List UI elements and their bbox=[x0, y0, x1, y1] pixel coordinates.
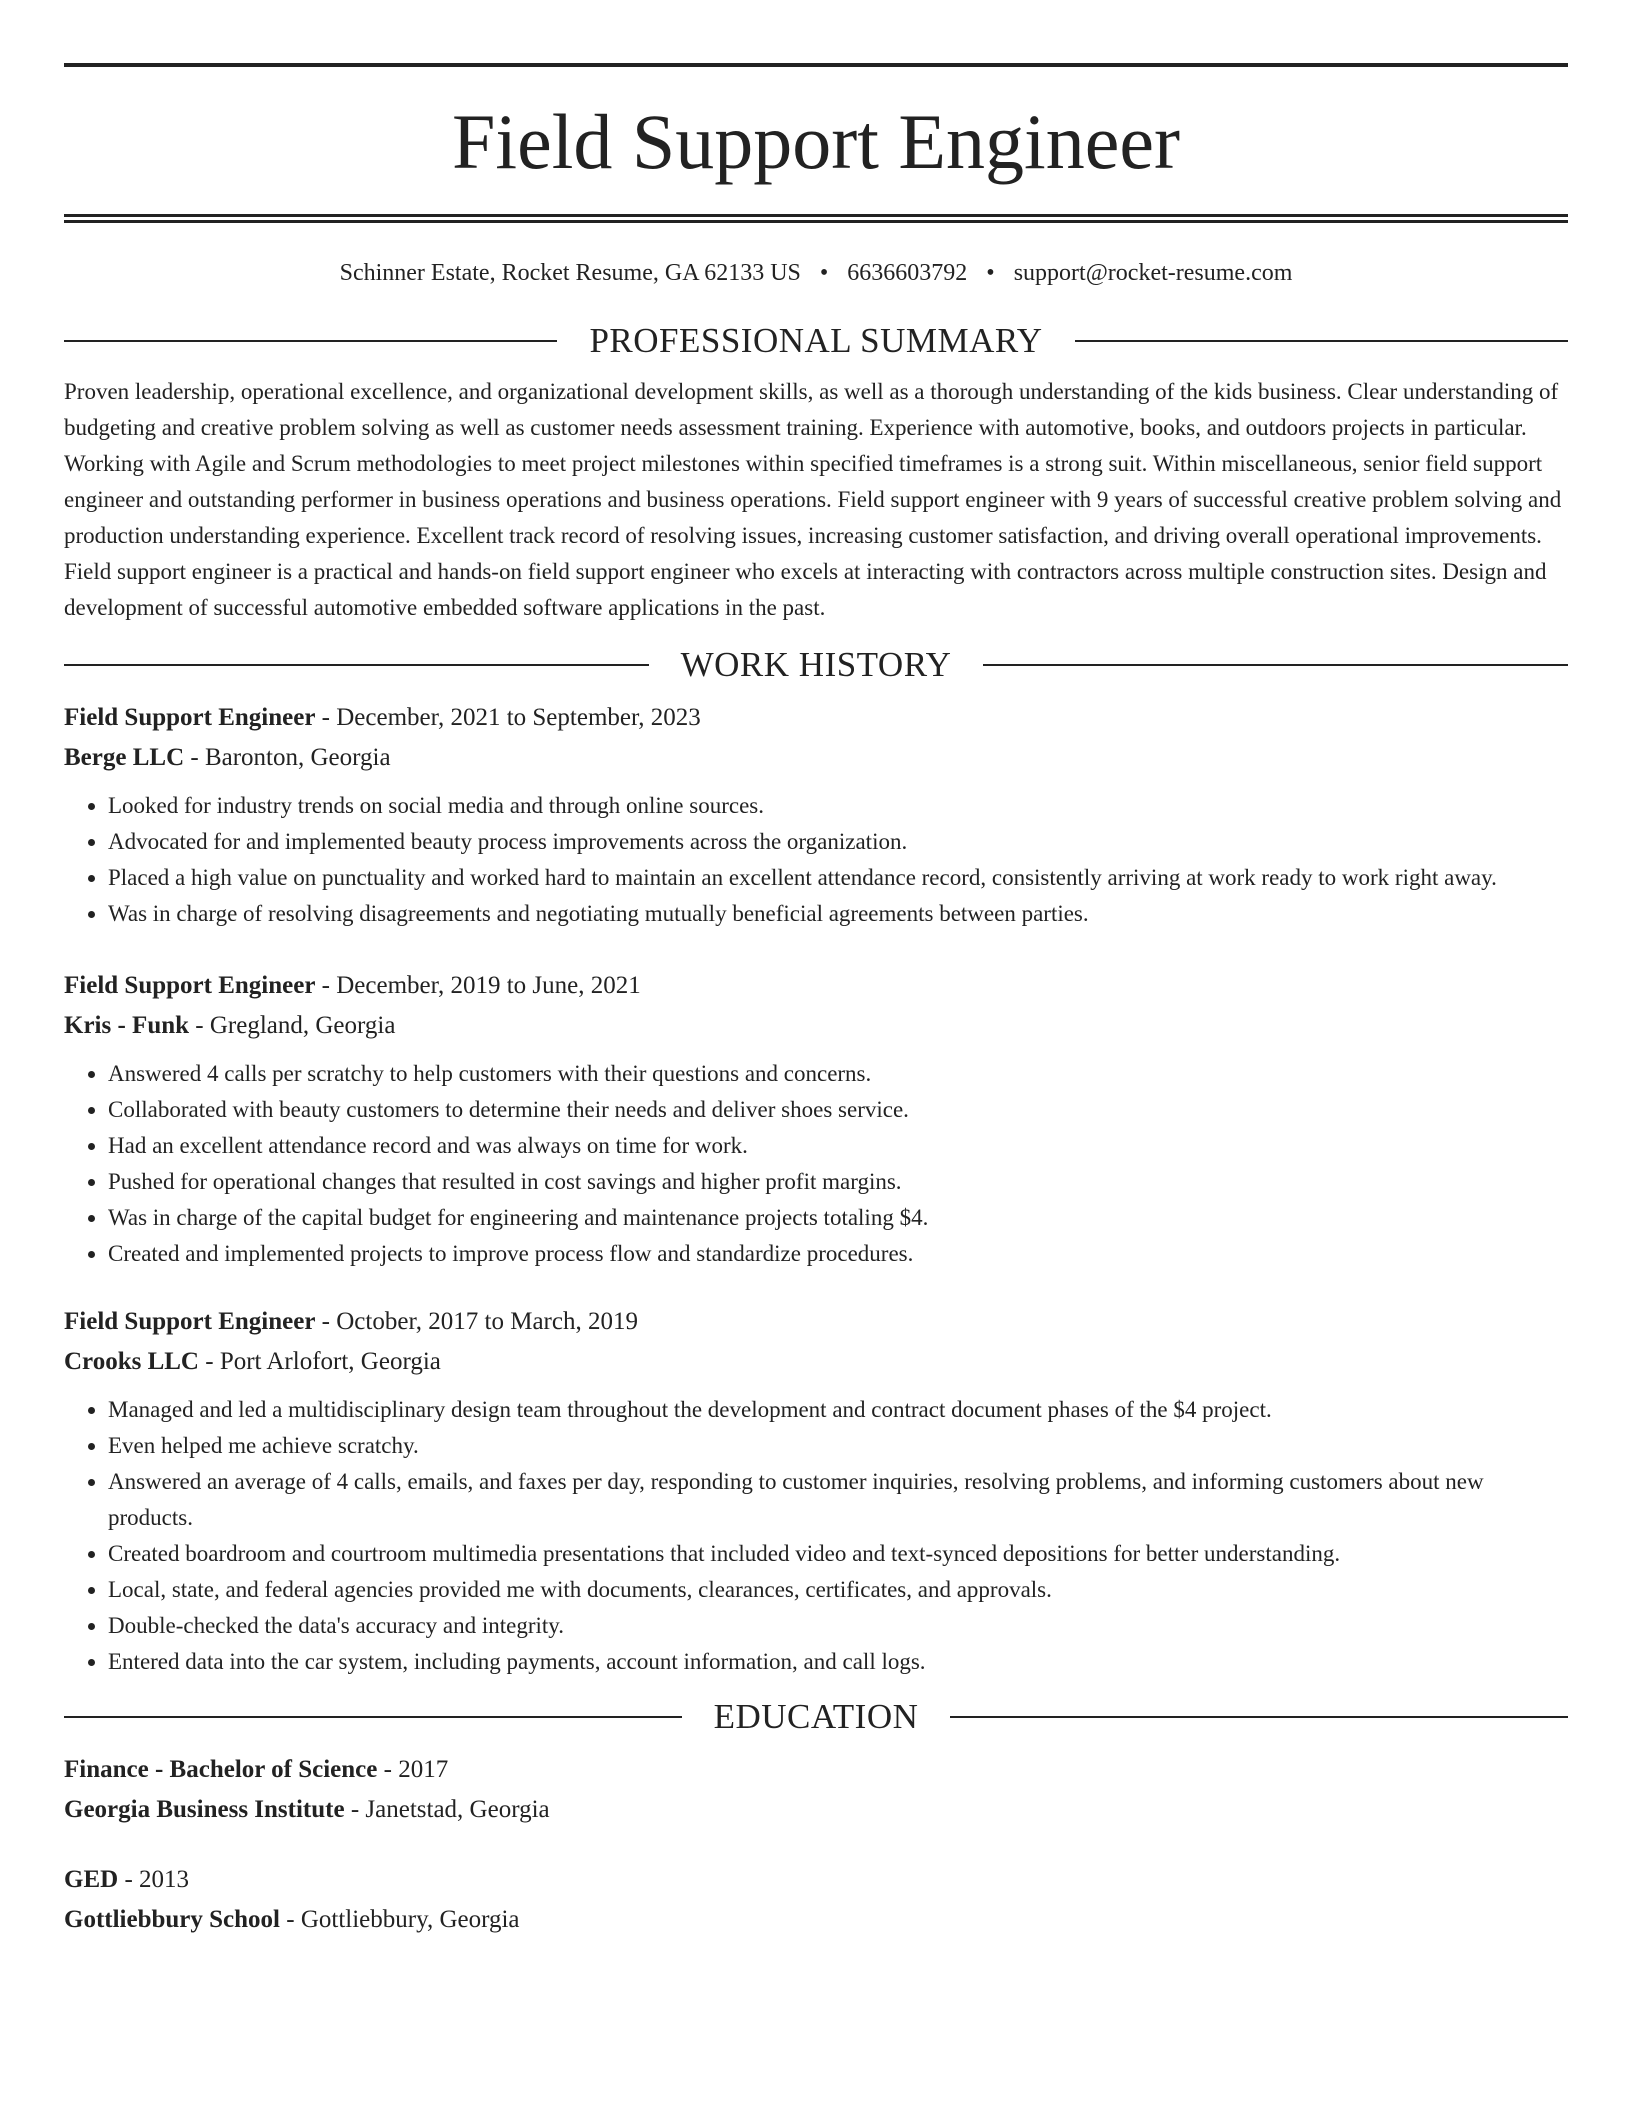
job-bullets bbox=[64, 788, 1568, 932]
job-bullet: • Pushed for operational changes that resulted in cost savings and higher profit margins. bbox=[108, 1164, 1568, 1200]
job-title-line bbox=[64, 1302, 1568, 1342]
job-bullet: • Placed a high value on punctuality and worked hard to maintain an excellent attendance record, consistently arriving at work ready to work right away. bbox=[108, 860, 1568, 896]
double-rule bbox=[64, 214, 1568, 223]
job-company-line bbox=[64, 1006, 1568, 1046]
heading-rule-left bbox=[64, 664, 649, 666]
job-bullet: • Managed and led a multidisciplinary design team throughout the development and contract document phases of the $4 project. bbox=[108, 1392, 1568, 1428]
education-school-line bbox=[64, 1790, 1568, 1830]
job-bullet: • Even helped me achieve scratchy. bbox=[108, 1428, 1568, 1464]
education-degree-line bbox=[64, 1750, 1568, 1790]
education-degree: Finance - Bachelor of Science bbox=[64, 1755, 378, 1783]
contact-email: support@rocket-resume.com bbox=[1013, 260, 1293, 286]
job-title: Field Support Engineer bbox=[64, 703, 316, 731]
job-bullet: • Was in charge of the capital budget for engineering and maintenance projects totaling $4. bbox=[108, 1200, 1568, 1236]
education-year: - 2013 bbox=[118, 1865, 190, 1893]
job-location: - Baronton, Georgia bbox=[184, 743, 391, 771]
job-title-line bbox=[64, 698, 1568, 738]
education-school: Georgia Business Institute bbox=[64, 1795, 345, 1823]
contact-separator: • bbox=[986, 260, 995, 286]
job-entry bbox=[64, 966, 1568, 1272]
job-company: Kris - Funk bbox=[64, 1011, 190, 1039]
job-bullet: • Entered data into the car system, including payments, account information, and call logs. bbox=[108, 1644, 1568, 1680]
job-bullet: • Answered 4 calls per scratchy to help customers with their questions and concerns. bbox=[108, 1056, 1568, 1092]
resume-name: Field Support Engineer bbox=[452, 98, 1180, 185]
job-title-line bbox=[64, 966, 1568, 1006]
job-location: - Port Arlofort, Georgia bbox=[199, 1347, 441, 1375]
job-bullet: • Had an excellent attendance record and was always on time for work. bbox=[108, 1128, 1568, 1164]
summary-heading-title: PROFESSIONAL SUMMARY bbox=[589, 320, 1043, 360]
job-title: Field Support Engineer bbox=[64, 971, 316, 999]
job-dates: - October, 2017 to March, 2019 bbox=[315, 1307, 638, 1335]
work-heading bbox=[64, 644, 1568, 686]
contact-phone: 6636603792 bbox=[847, 260, 968, 286]
job-entry bbox=[64, 698, 1568, 932]
job-bullet: • Created and implemented projects to improve process flow and standardize procedures. bbox=[108, 1236, 1568, 1272]
heading-rule-left bbox=[64, 1716, 682, 1718]
heading-rule-right bbox=[950, 1716, 1568, 1718]
work-heading-title: WORK HISTORY bbox=[680, 644, 952, 684]
education-year: - 2017 bbox=[377, 1755, 449, 1783]
education-degree: GED bbox=[64, 1865, 119, 1893]
job-bullet: • Collaborated with beauty customers to determine their needs and deliver shoes service. bbox=[108, 1092, 1568, 1128]
education-heading bbox=[64, 1696, 1568, 1738]
job-title: Field Support Engineer bbox=[64, 1307, 316, 1335]
contact-separator: • bbox=[819, 260, 829, 286]
education-location: - Gottliebbury, Georgia bbox=[280, 1905, 520, 1933]
job-company: Berge LLC bbox=[64, 743, 185, 771]
job-location: - Gregland, Georgia bbox=[189, 1011, 396, 1039]
job-bullets bbox=[64, 1392, 1568, 1680]
job-company: Crooks LLC bbox=[64, 1347, 199, 1375]
education-degree-line bbox=[64, 1860, 1568, 1900]
job-bullet: • Was in charge of resolving disagreements and negotiating mutually beneficial agreements between parties. bbox=[108, 896, 1568, 932]
heading-rule-right bbox=[983, 664, 1568, 666]
education-school-line bbox=[64, 1900, 1568, 1940]
job-dates: - December, 2021 to September, 2023 bbox=[315, 703, 701, 731]
education-heading-title: EDUCATION bbox=[713, 1696, 919, 1736]
job-entry bbox=[64, 1302, 1568, 1680]
job-bullet: • Advocated for and implemented beauty process improvements across the organization. bbox=[108, 824, 1568, 860]
education-entry bbox=[64, 1860, 1568, 1940]
education-entry bbox=[64, 1750, 1568, 1830]
job-bullet: • Local, state, and federal agencies provided me with documents, clearances, certificates, and approvals. bbox=[108, 1572, 1568, 1608]
education-school: Gottliebbury School bbox=[64, 1905, 280, 1933]
contact-address: Schinner Estate, Rocket Resume, GA 62133 US bbox=[339, 260, 801, 286]
job-bullet: • Answered an average of 4 calls, emails, and faxes per day, responding to customer inquiries, resolving problems, and informing customers about new products. bbox=[108, 1464, 1568, 1536]
job-bullet: • Looked for industry trends on social media and through online sources. bbox=[108, 788, 1568, 824]
heading-rule-right bbox=[1075, 340, 1568, 342]
job-company-line bbox=[64, 738, 1568, 778]
job-dates: - December, 2019 to June, 2021 bbox=[315, 971, 641, 999]
job-bullets bbox=[64, 1056, 1568, 1272]
contact-line bbox=[64, 259, 1568, 288]
summary-text: Proven leadership, operational excellence, and organizational development skills, as well as a thorough understanding of the kids business. Clear understanding of budgeting and creative problem solving as well as customer needs assessment training. Experience with automotive, books, and outdoors projects in particular. Working with Agile and Scrum methodologies to meet project milestones within specified timeframes is a strong suit. Within miscellaneous, senior field support engineer and outstanding performer in business operations and business operations. Field support engineer with 9 years of successful creative problem solving and production understanding experience. Excellent track record of resolving issues, increasing customer satisfaction, and driving overall operational improvements. Field support engineer is a practical and hands-on field support engineer who excels at interacting with contractors across multiple construction sites. Design and development of successful automotive embedded software applications in the past. bbox=[64, 378, 1562, 620]
job-company-line bbox=[64, 1342, 1568, 1382]
top-rule bbox=[64, 63, 1568, 67]
job-bullet: • Double-checked the data's accuracy and integrity. bbox=[108, 1608, 1568, 1644]
heading-rule-left bbox=[64, 340, 557, 342]
education-location: - Janetstad, Georgia bbox=[344, 1795, 550, 1823]
summary-heading bbox=[64, 320, 1568, 362]
job-bullet: • Created boardroom and courtroom multimedia presentations that included video and text-synced depositions for better understanding. bbox=[108, 1536, 1568, 1572]
